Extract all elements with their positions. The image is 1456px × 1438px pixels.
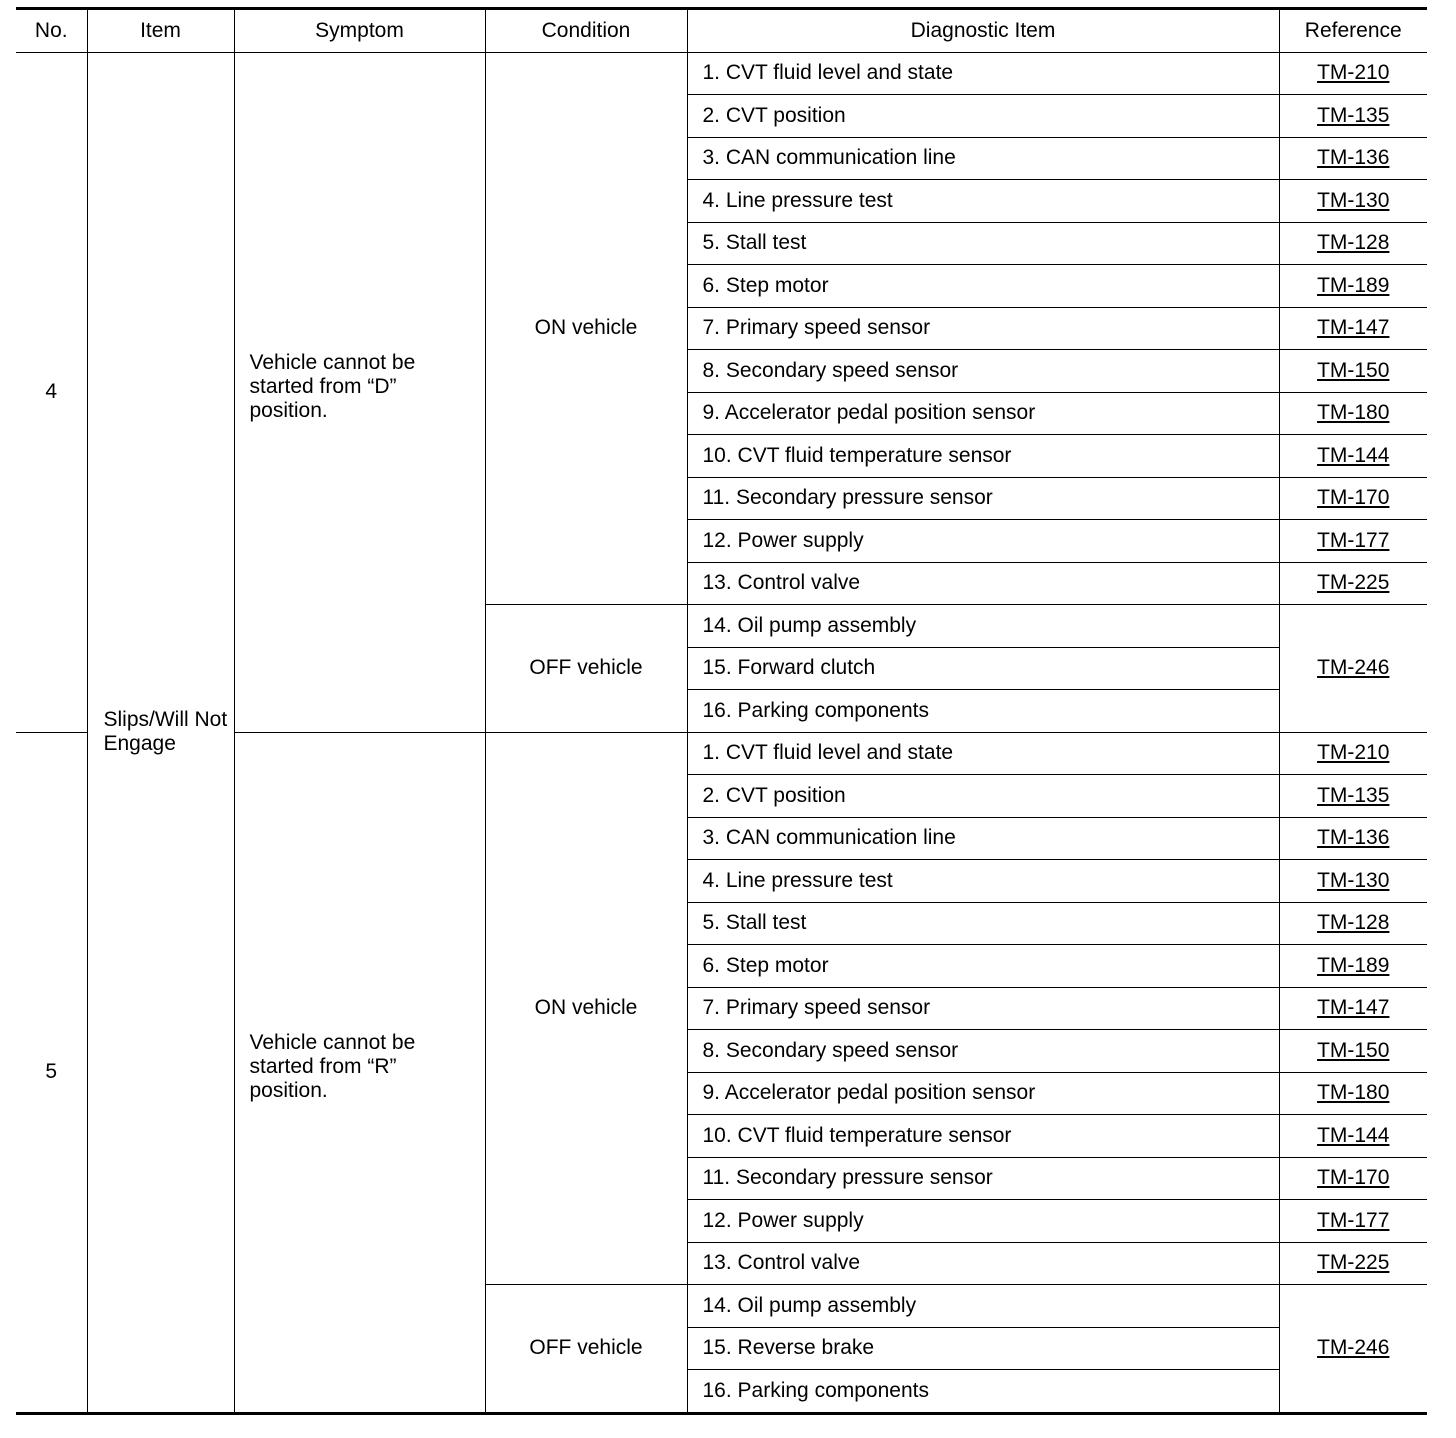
symptom-text: Vehicle cannot be started from “R” position. xyxy=(249,1031,416,1102)
reference-link[interactable]: TM-180 xyxy=(1317,401,1390,425)
diagnostic-item: 1. CVT fluid level and state xyxy=(687,732,1279,775)
reference-cell xyxy=(1279,392,1427,435)
diagnostic-item: 5. Stall test xyxy=(687,222,1279,265)
header-diagnostic-item: Diagnostic Item xyxy=(687,9,1279,53)
diagnostic-item: 16. Parking components xyxy=(687,690,1279,733)
diagnostic-item: 15. Reverse brake xyxy=(687,1327,1279,1370)
diagnostic-item: 11. Secondary pressure sensor xyxy=(687,1157,1279,1200)
reference-cell xyxy=(1279,435,1427,478)
reference-link[interactable]: TM-135 xyxy=(1317,783,1390,807)
reference-cell xyxy=(1279,52,1427,95)
reference-cell xyxy=(1279,477,1427,520)
reference-cell xyxy=(1279,350,1427,393)
reference-link[interactable]: TM-246 xyxy=(1317,656,1390,680)
diagnosis-table xyxy=(16,7,1427,1415)
condition-off-vehicle: OFF vehicle xyxy=(485,1285,687,1414)
reference-cell xyxy=(1279,95,1427,138)
diagnostic-item: 15. Forward clutch xyxy=(687,647,1279,690)
reference-link[interactable]: TM-170 xyxy=(1317,486,1390,510)
reference-cell xyxy=(1279,605,1427,733)
diagnostic-item: 10. CVT fluid temperature sensor xyxy=(687,435,1279,478)
reference-link[interactable]: TM-210 xyxy=(1317,741,1390,765)
reference-link[interactable]: TM-177 xyxy=(1317,1208,1390,1232)
diagnostic-item: 2. CVT position xyxy=(687,775,1279,818)
diagnostic-item: 8. Secondary speed sensor xyxy=(687,1030,1279,1073)
symptom-text: Vehicle cannot be started from “D” position. xyxy=(249,351,416,422)
reference-cell xyxy=(1279,1072,1427,1115)
reference-cell xyxy=(1279,1285,1427,1414)
symptom-cell xyxy=(234,732,485,1413)
reference-link[interactable]: TM-180 xyxy=(1317,1081,1390,1105)
diagnostic-item: 13. Control valve xyxy=(687,1242,1279,1285)
reference-link[interactable]: TM-210 xyxy=(1317,61,1390,85)
reference-cell xyxy=(1279,307,1427,350)
reference-link[interactable]: TM-130 xyxy=(1317,868,1390,892)
reference-link[interactable]: TM-150 xyxy=(1317,1038,1390,1062)
diagnostic-item: 4. Line pressure test xyxy=(687,180,1279,223)
diagnostic-item: 9. Accelerator pedal position sensor xyxy=(687,1072,1279,1115)
diagnostic-item: 6. Step motor xyxy=(687,945,1279,988)
diagnostic-item: 8. Secondary speed sensor xyxy=(687,350,1279,393)
reference-cell xyxy=(1279,222,1427,265)
reference-link[interactable]: TM-225 xyxy=(1317,1251,1390,1275)
row-number: 4 xyxy=(16,52,87,732)
reference-cell xyxy=(1279,265,1427,308)
table-row xyxy=(16,52,1427,95)
reference-link[interactable]: TM-130 xyxy=(1317,188,1390,212)
reference-cell xyxy=(1279,1157,1427,1200)
reference-cell xyxy=(1279,987,1427,1030)
diagnostic-item: 6. Step motor xyxy=(687,265,1279,308)
diagnostic-item: 14. Oil pump assembly xyxy=(687,1285,1279,1328)
diagnostic-item: 5. Stall test xyxy=(687,902,1279,945)
row-number: 5 xyxy=(16,732,87,1413)
reference-link[interactable]: TM-177 xyxy=(1317,528,1390,552)
symptom-cell xyxy=(234,52,485,732)
diagnostic-item: 1. CVT fluid level and state xyxy=(687,52,1279,95)
reference-link[interactable]: TM-135 xyxy=(1317,103,1390,127)
diagnostic-item: 9. Accelerator pedal position sensor xyxy=(687,392,1279,435)
reference-link[interactable]: TM-128 xyxy=(1317,231,1390,255)
reference-cell xyxy=(1279,775,1427,818)
diagnostic-item: 13. Control valve xyxy=(687,562,1279,605)
diagnostic-item: 7. Primary speed sensor xyxy=(687,987,1279,1030)
reference-cell xyxy=(1279,1030,1427,1073)
reference-cell xyxy=(1279,562,1427,605)
diagnostic-item: 14. Oil pump assembly xyxy=(687,605,1279,648)
reference-link[interactable]: TM-144 xyxy=(1317,443,1390,467)
reference-link[interactable]: TM-147 xyxy=(1317,316,1390,340)
header-item: Item xyxy=(87,9,234,53)
header-symptom: Symptom xyxy=(234,9,485,53)
diagnostic-item: 4. Line pressure test xyxy=(687,860,1279,903)
header-no: No. xyxy=(16,9,87,53)
reference-link[interactable]: TM-136 xyxy=(1317,826,1390,850)
reference-cell xyxy=(1279,137,1427,180)
reference-cell xyxy=(1279,732,1427,775)
item-label: Slips/Will Not Engage xyxy=(103,708,228,755)
diagnostic-item: 12. Power supply xyxy=(687,520,1279,563)
reference-cell xyxy=(1279,180,1427,223)
condition-on-vehicle: ON vehicle xyxy=(485,732,687,1285)
reference-cell xyxy=(1279,1200,1427,1243)
diagnostic-item: 3. CAN communication line xyxy=(687,817,1279,860)
reference-cell xyxy=(1279,817,1427,860)
reference-cell xyxy=(1279,860,1427,903)
reference-link[interactable]: TM-128 xyxy=(1317,911,1390,935)
reference-link[interactable]: TM-170 xyxy=(1317,1166,1390,1190)
reference-cell xyxy=(1279,1242,1427,1285)
reference-link[interactable]: TM-136 xyxy=(1317,146,1390,170)
reference-cell xyxy=(1279,520,1427,563)
diagnostic-item: 16. Parking components xyxy=(687,1370,1279,1414)
header-reference: Reference xyxy=(1279,9,1427,53)
diagnostic-item: 11. Secondary pressure sensor xyxy=(687,477,1279,520)
item-cell xyxy=(87,52,234,1413)
reference-link[interactable]: TM-225 xyxy=(1317,571,1390,595)
condition-on-vehicle: ON vehicle xyxy=(485,52,687,605)
header-row xyxy=(16,9,1427,53)
reference-link[interactable]: TM-189 xyxy=(1317,273,1390,297)
header-condition: Condition xyxy=(485,9,687,53)
diagnostic-item: 2. CVT position xyxy=(687,95,1279,138)
reference-cell xyxy=(1279,945,1427,988)
reference-link[interactable]: TM-246 xyxy=(1317,1336,1390,1360)
diagnostic-item: 10. CVT fluid temperature sensor xyxy=(687,1115,1279,1158)
condition-off-vehicle: OFF vehicle xyxy=(485,605,687,733)
reference-link[interactable]: TM-150 xyxy=(1317,358,1390,382)
diagnostic-item: 12. Power supply xyxy=(687,1200,1279,1243)
diagnostic-item: 3. CAN communication line xyxy=(687,137,1279,180)
reference-link[interactable]: TM-144 xyxy=(1317,1123,1390,1147)
reference-cell xyxy=(1279,902,1427,945)
reference-cell xyxy=(1279,1115,1427,1158)
diagnostic-item: 7. Primary speed sensor xyxy=(687,307,1279,350)
reference-link[interactable]: TM-147 xyxy=(1317,996,1390,1020)
reference-link[interactable]: TM-189 xyxy=(1317,953,1390,977)
